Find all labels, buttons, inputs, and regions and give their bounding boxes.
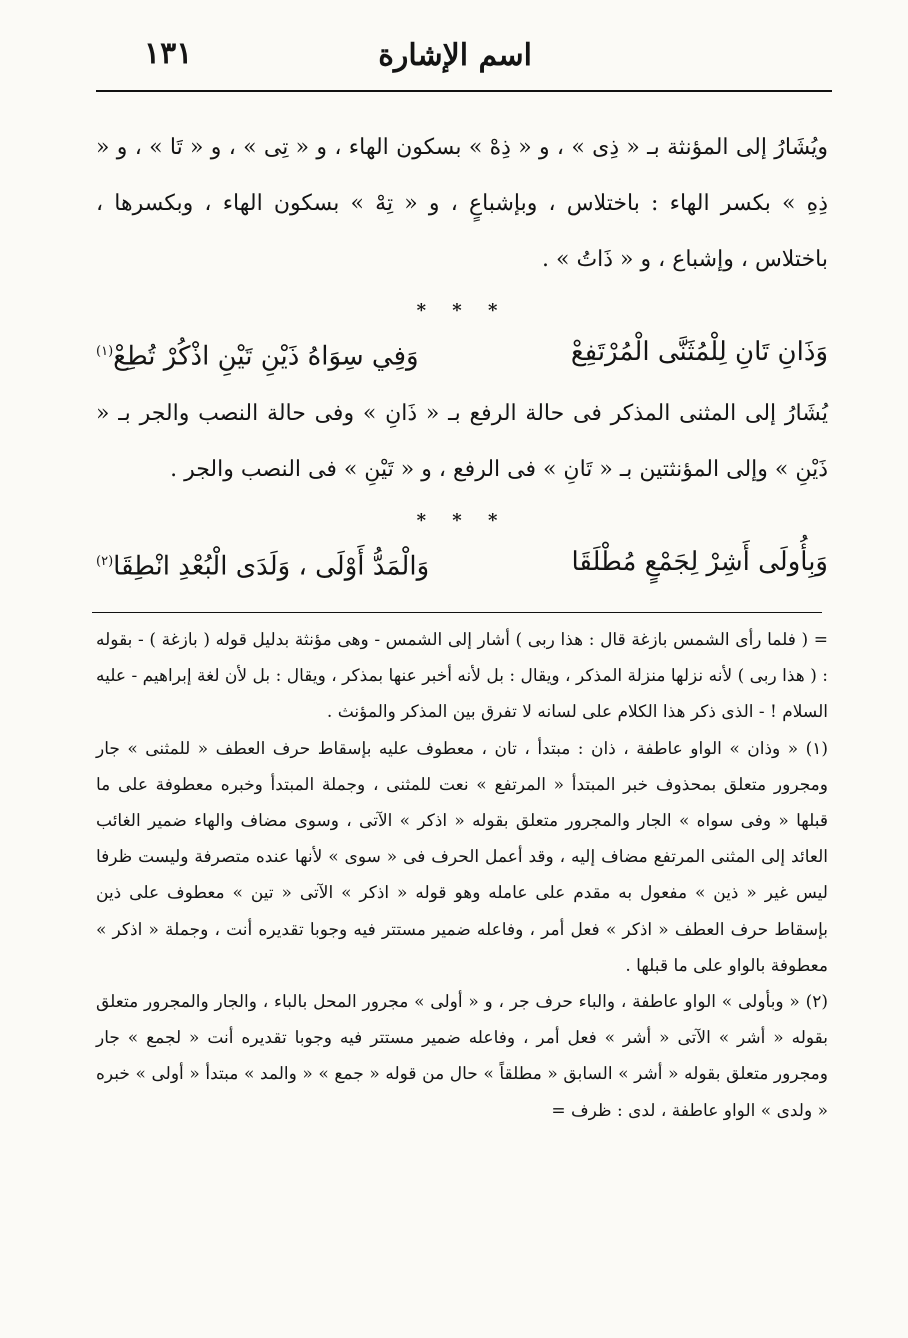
verse-line-plural [96, 537, 828, 592]
verse-second-hemistich-wrap [96, 327, 419, 382]
page-number: ١٣١ [144, 36, 193, 71]
verse-second-hemistich: وَالْمَدُّ أَوْلَى ، وَلَدَى الْبُعْدِ انْطِقَا [113, 551, 430, 582]
paragraph-dual-demonstratives: يُشَارُ إلى المثنى المذكر فى حالة الرفع بـ « ذَانِ » وفى حالة النصب والجر بـ « ذَيْنِ » وإلى المؤنثتين بـ « تَانِ » فى الرفع ، و « تَيْنِ » فى النصب والجر . [96, 400, 828, 482]
verse-line-dual [96, 327, 828, 382]
verse-second-hemistich: وَفِي سِوَاهُ ذَيْنِ تَيْنِ اذْكُرْ تُطِعْ [113, 341, 419, 372]
header-rule [96, 90, 832, 92]
footnote-ref-2: (٢) [96, 553, 114, 569]
chapter-title: اسم الإشارة [378, 38, 532, 73]
footnote-1: (١) « وذان » الواو عاطفة ، ذان : مبتدأ ، تان ، معطوف عليه بإسقاط حرف العطف « للمثنى » جار ومجرور متعلق بمحذوف خبر المبتدأ « المرتفع » نعت للمثنى ، وجملة المبتدأ وخبره معطوفة على ما قبلها « وفى سواه » الجار والمجرور متعلق بقوله « اذكر » الآتى ، وسوى مضاف والهاء ضمير الغائب العائد إلى المثنى المرتفع مضاف إليه ، وقد أعمل الحرف فى « سوى » لأنها عنده متصرفة وليست ظرفا ليس غير « ذين » مفعول به مقدم على عامله وهو قوله « اذكر » الآتى « تين » معطوف على ذين بإسقاط حرف العطف « اذكر » فعل أمر ، وفاعله ضمير مستتر فيه وجوبا تقديره أنت ، وجملة « اذكر » معطوفة بالواو على ما قبلها . [96, 738, 828, 976]
footnote-ref-1: (١) [96, 344, 114, 359]
verse-second-hemistich-wrap [96, 537, 429, 592]
verse-first-hemistich: وَبِأُولَى أَشِرْ لِجَمْعٍ مُطْلَقَا [571, 546, 828, 577]
section-separator: * * * [416, 300, 508, 321]
section-separator-2: * * * [416, 509, 508, 531]
page-header [96, 30, 832, 90]
verse-first-hemistich: وَذَانِ تَانِ لِلْمُثَنَّى الْمُرْتَفِعْ [570, 337, 828, 367]
footnotes [96, 622, 828, 1129]
footnote-rule [92, 612, 822, 613]
main-text [96, 120, 828, 595]
paragraph-feminine-demonstratives: ويُشَارُ إلى المؤنثة بـ « ذِى » ، و « ذِهْ » بسكون الهاء ، و « تِى » ، و « تَا » ، و « ذِهِ » بكسر الهاء : باختلاس ، وبإشباعٍ ، و « تِهْ » بسكون الهاء ، وبكسرها ، باختلاس ، وإشباع ، و « ذَاتُ » . [96, 135, 828, 272]
footnote-continuation: = ( فلما رأى الشمس بازغة قال : هذا ربى ) أشار إلى الشمس - وهى مؤنثة بدليل قوله ( بازغة ) - بقوله : ( هذا ربى ) لأنه نزلها منزلة المذكر ، ويقال : بل لأنه أخبر عنها بمذكر ، ويقال : بل لأن لغة إبراهيم - عليه السلام ! - الذى ذكر هذا الكلام على لسانه لا تفرق بين المذكر والمؤنث . [96, 630, 828, 723]
footnote-2: (٢) « وبأولى » الواو عاطفة ، والباء حرف جر ، و « أولى » مجرور المحل بالباء ، والجار والمجرور متعلق بقوله « أشر » الآتى « أشر » فعل أمر ، وفاعله ضمير مستتر فيه وجوبا تقديره أنت « لجمع » جار ومجرور متعلق بقوله « أشر » السابق « مطلقاً » حال من قوله « جمع » « والمد » مبتدأ « أولى » خبره « ولدى » الواو عاطفة ، لدى : ظرف = [96, 992, 828, 1121]
